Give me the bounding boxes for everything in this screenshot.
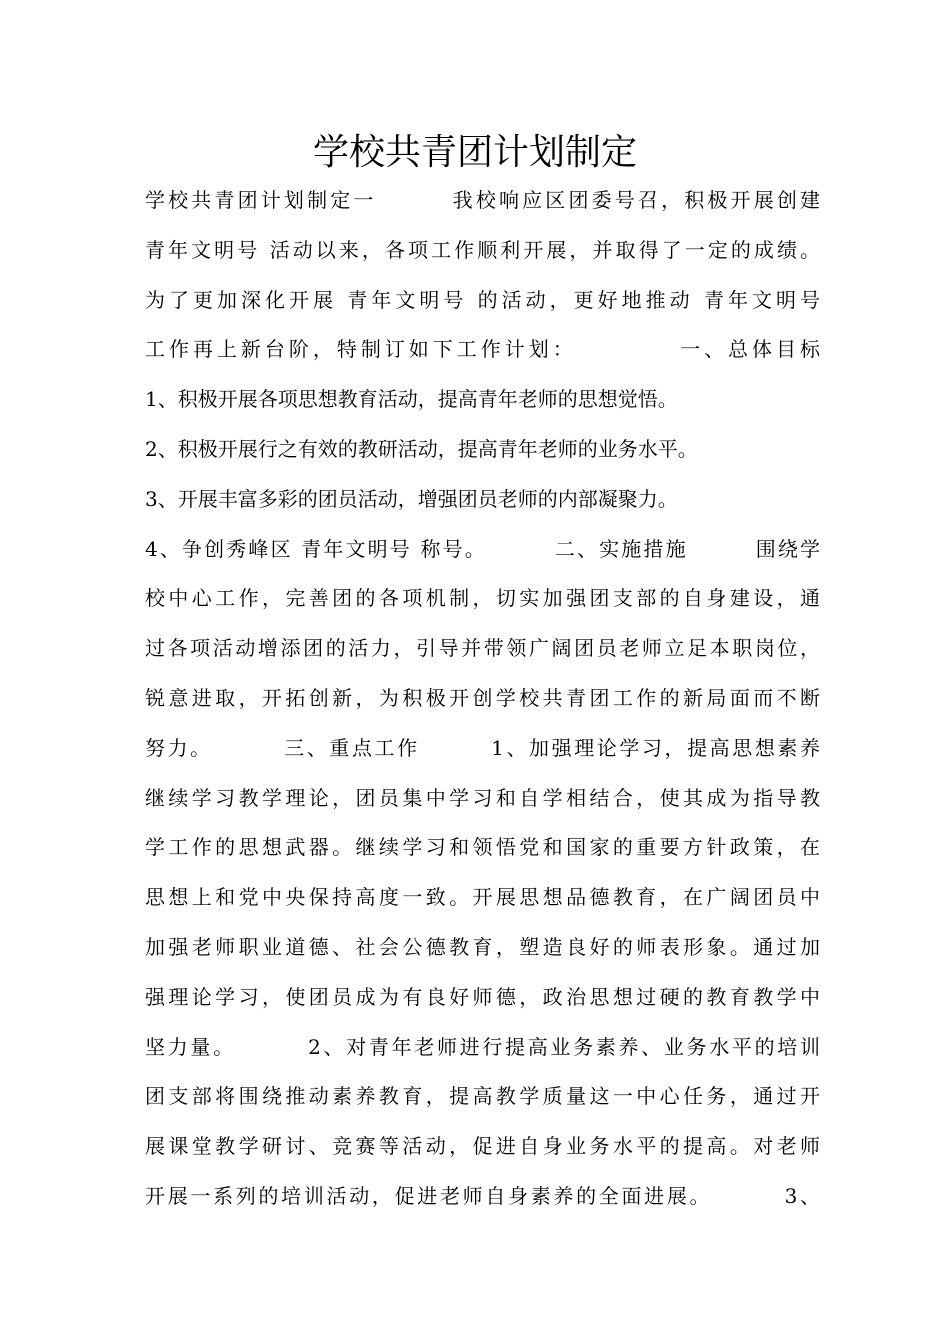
body-line: 努力。 三、重点工作 1、加强理论学习，提高思想素养 [145,735,820,760]
body-line: 学工作的思想武器。继续学习和领悟党和国家的重要方针政策，在 [145,835,820,860]
body-line: 团支部将围绕推动素养教育，提高教学质量这一中心任务，通过开 [145,1084,820,1109]
document-title: 学校共青团计划制定 [312,132,637,173]
body-line: 过各项活动增添团的活力，引导并带领广阔团员老师立足本职岗位， [145,636,820,661]
body-line: 思想上和党中央保持高度一致。开展思想品德教育，在广阔团员中 [145,885,820,910]
body-line: 继续学习教学理论，团员集中学习和自学相结合，使其成为指导教 [145,785,820,810]
document-body [145,176,820,1222]
body-line: 开展一系列的培训活动，促进老师自身素养的全面进展。 3、 [145,1183,820,1208]
body-line: 1、积极开展各项思想教育活动，提高青年老师的思想觉悟。 [145,387,678,412]
body-line: 工作再上新台阶，特制订如下工作计划： 一、总体目标 [145,337,820,362]
body-line: 加强老师职业道德、社会公德教育，塑造良好的师表形象。通过加 [145,934,820,959]
body-line: 强理论学习，使团员成为有良好师德，政治思想过硬的教育教学中 [145,984,820,1009]
body-line: 为了更加深化开展 青年文明号 的活动，更好地推动 青年文明号 [145,287,820,312]
body-line: 4、争创秀峰区 青年文明号 称号。 二、实施措施 围绕学 [145,536,820,561]
body-line: 青年文明号 活动以来，各项工作顺利开展，并取得了一定的成绩。 [145,237,820,262]
body-line: 2、积极开展行之有效的教研活动，提高青年老师的业务水平。 [145,436,698,461]
body-line: 展课堂教学研讨、竞赛等活动，促进自身业务水平的提高。对老师 [145,1134,820,1159]
body-line: 坚力量。 2、对青年老师进行提高业务素养、业务水平的培训 [145,1034,820,1059]
body-line: 锐意进取，开拓创新，为积极开创学校共青团工作的新局面而不断 [145,685,820,710]
body-line: 3、开展丰富多彩的团员活动，增强团员老师的内部凝聚力。 [145,486,678,511]
body-line: 校中心工作，完善团的各项机制，切实加强团支部的自身建设，通 [145,586,820,611]
body-line: 学校共青团计划制定一 我校响应区团委号召，积极开展创建 [145,188,820,212]
